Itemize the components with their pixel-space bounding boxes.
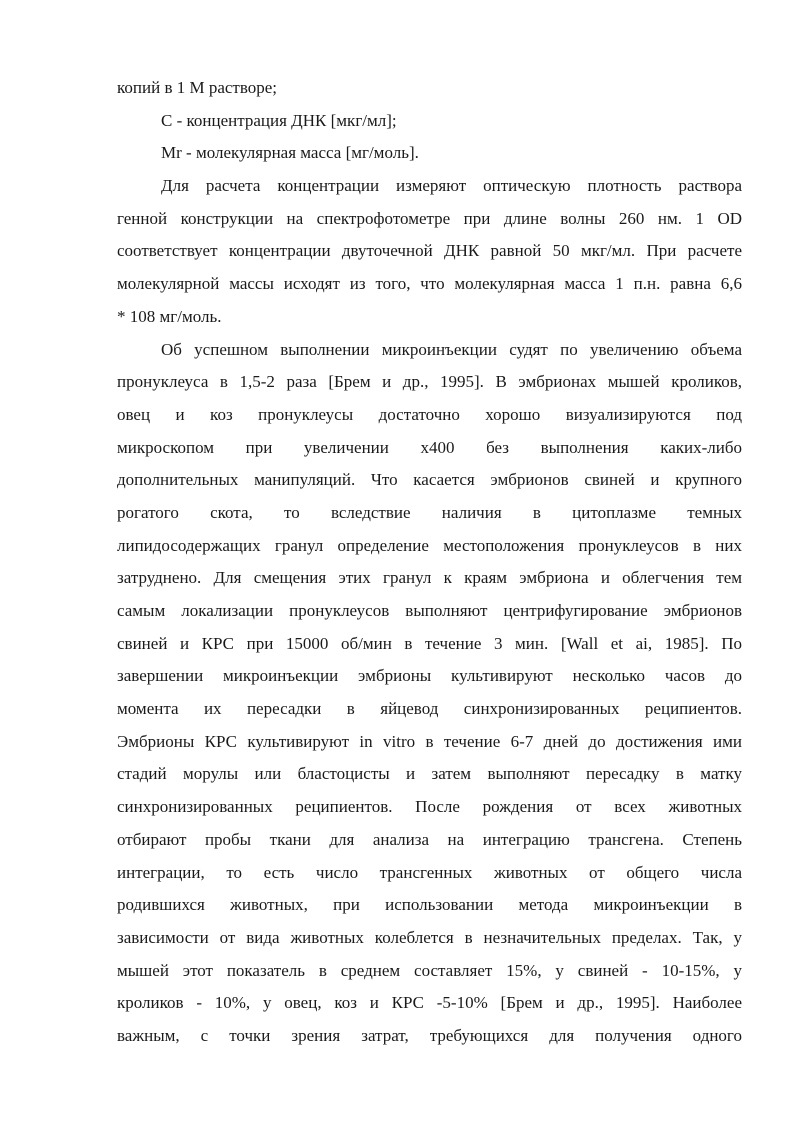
paragraph-line: микроскопом при увеличении х400 без выполнения каких-либо [117,437,742,457]
paragraph-line: пронуклеуса в 1,5-2 раза [Брем и др., 1995]. В эмбрионах мышей кроликов, [117,372,742,392]
paragraph-line: стадий морулы или бластоцисты и затем выполняют пересадку в матку [117,764,742,784]
paragraph-line: момента их пересадки в яйцевод синхронизированных реципиентов. [117,699,742,719]
paragraph-line: генной конструкции на спектрофотометре при длине волны 260 нм. 1 OD [117,208,742,228]
paragraph-line: синхронизированных реципиентов. После рождения от всех животных [117,797,742,817]
paragraph-line: дополнительных манипуляций. Что касается эмбрионов свиней и крупного [117,470,742,490]
document-page [117,72,742,1053]
paragraph-line: самым локализации пронуклеусов выполняют центрифугирование эмбрионов [117,601,742,620]
paragraph-line: мышей этот показатель в среднем составляет 15%, у свиней - 10-15%, у [117,960,742,980]
paragraph-line: родившихся животных, при использовании метода микроинъекции в [117,895,742,915]
text-line: копий в 1 М растворе; [117,78,278,97]
paragraph-line: Для расчета концентрации измеряют оптическую плотность раствора [161,176,742,196]
paragraph-line: интеграции, то есть число трансгенных животных от общего числа [117,862,742,882]
paragraph-line: зависимости от вида животных колеблется в незначительных пределах. Так, у [117,927,742,947]
paragraph-line: Эмбрионы КРС культивируют in vitro в течение 6-7 дней до достижения ими [117,731,742,751]
paragraph-line: кроликов - 10%, у овец, коз и КРС -5-10% [Брем и др., 1995]. Наиболее [117,993,742,1013]
text-line: Mr - молекулярная масса [мг/моль]. [161,143,419,163]
paragraph-line: липидосодержащих гранул определение местоположения пронуклеусов в них [117,535,742,555]
paragraph-line: * 108 мг/моль. [117,306,222,326]
paragraph-line: свиней и КРС при 15000 об/мин в течение 3 мин. [Wall et ai, 1985]. По [117,633,742,653]
text-line: С - концентрация ДНК [мкг/мл]; [161,110,397,130]
paragraph-line: молекулярной массы исходят из того, что молекулярная масса 1 п.н. равна 6,6 [117,274,742,294]
paragraph-line: важным, с точки зрения затрат, требующихся для получения одного [117,1025,742,1045]
paragraph-line: соответствует концентрации двуточечной ДНК равной 50 мкг/мл. При расчете [117,241,742,261]
paragraph-line: рогатого скота, то вследствие наличия в цитоплазме темных [117,502,742,522]
paragraph-line: овец и коз пронуклеусы достаточно хорошо визуализируются под [117,404,742,424]
paragraph-line: затруднено. Для смещения этих гранул к краям эмбриона и облегчения тем [117,568,742,588]
paragraph-line: Об успешном выполнении микроинъекции судят по увеличению объема [161,339,742,359]
paragraph-line: завершении микроинъекции эмбрионы культивируют несколько часов до [117,666,742,686]
paragraph-line: отбирают пробы ткани для анализа на интеграцию трансгена. Степень [117,829,742,849]
